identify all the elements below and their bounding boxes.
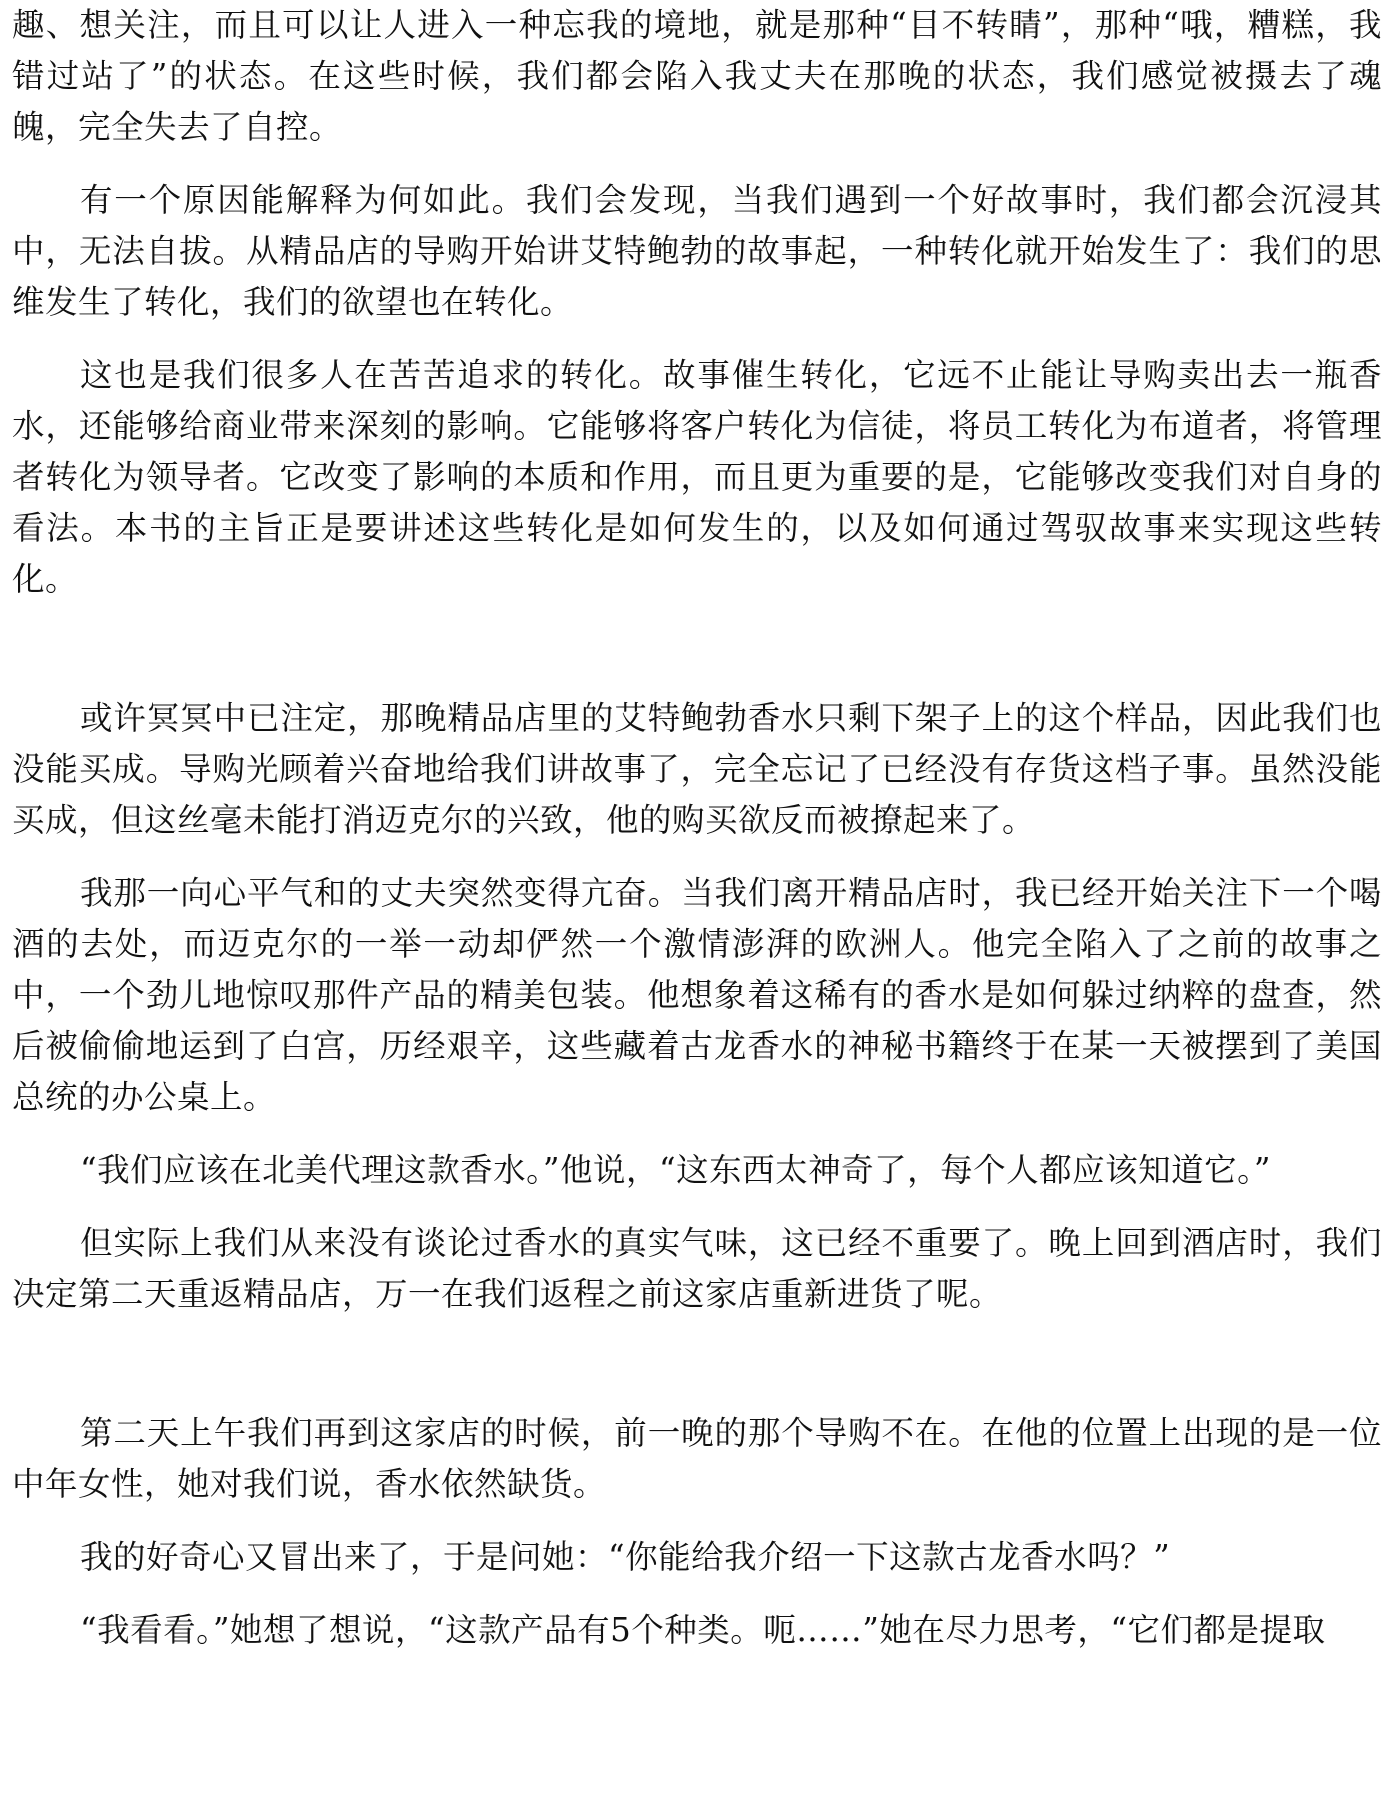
paragraph-spacer bbox=[12, 846, 1382, 868]
paragraph-spacer bbox=[12, 1123, 1382, 1145]
paragraph-spacer bbox=[12, 328, 1382, 350]
paragraph-6-dialogue: “我们应该在北美代理这款香水。”他说，“这东西太神奇了，每个人都应该知道它。” bbox=[80, 1151, 1271, 1189]
paragraph-9-dialogue: 我的好奇心又冒出来了，于是问她：“你能给我介绍一下这款古龙香水吗？” bbox=[80, 1538, 1171, 1576]
paragraph-10-dialogue: “我看看。”她想了想说，“这款产品有5个种类。呃……”她在尽力思考，“它们都是提取 bbox=[80, 1611, 1326, 1649]
paragraph-5: 我那一向心平气和的丈夫突然变得亢奋。当我们离开精品店时，我已经开始关注下一个喝酒的去处，而迈克尔的一举一动却俨然一个激情澎湃的欧洲人。他完全陷入了之前的故事之中，一个劲儿地惊叹那件产品的精美包装。他想象着这稀有的香水是如何躲过纳粹的盘查，然后被偷偷地运到了白宫，历经艰辛，这些藏着古龙香水的神秘书籍终于在某一天被摆到了美国总统的办公桌上。 bbox=[12, 874, 1382, 1116]
paragraph-spacer bbox=[12, 1196, 1382, 1218]
paragraph-spacer bbox=[12, 153, 1382, 175]
paragraph-2: 有一个原因能解释为何如此。我们会发现，当我们遇到一个好故事时，我们都会沉浸其中，无法自拔。从精品店的导购开始讲艾特鲍勃的故事起，一种转化就开始发生了：我们的思维发生了转化，我们的欲望也在转化。 bbox=[12, 181, 1382, 321]
paragraph-4: 或许冥冥中已注定，那晚精品店里的艾特鲍勃香水只剩下架子上的这个样品，因此我们也没能买成。导购光顾着兴奋地给我们讲故事了，完全忘记了已经没有存货这档子事。虽然没能买成，但这丝毫未能打消迈克尔的兴致，他的购买欲反而被撩起来了。 bbox=[12, 699, 1382, 839]
paragraph-3: 这也是我们很多人在苦苦追求的转化。故事催生转化，它远不止能让导购卖出去一瓶香水，还能够给商业带来深刻的影响。它能够将客户转化为信徒，将员工转化为布道者，将管理者转化为领导者。它改变了影响的本质和作用，而且更为重要的是，它能够改变我们对自身的看法。本书的主旨正是要讲述这些转化是如何发生的，以及如何通过驾驭故事来实现这些转化。 bbox=[12, 356, 1382, 598]
document-page bbox=[12, 0, 1382, 1656]
paragraph-7: 但实际上我们从来没有谈论过香水的真实气味，这已经不重要了。晚上回到酒店时，我们决定第二天重返精品店，万一在我们返程之前这家店重新进货了呢。 bbox=[12, 1224, 1382, 1313]
paragraph-spacer bbox=[12, 1510, 1382, 1532]
paragraph-8: 第二天上午我们再到这家店的时候，前一晚的那个导购不在。在他的位置上出现的是一位中年女性，她对我们说，香水依然缺货。 bbox=[12, 1414, 1382, 1503]
paragraph-1-continued: 趣、想关注，而且可以让人进入一种忘我的境地，就是那种“目不转睛”，那种“哦，糟糕，我错过站了”的状态。在这些时候，我们都会陷入我丈夫在那晚的状态，我们感觉被摄去了魂魄，完全失去了自控。 bbox=[12, 6, 1382, 146]
section-break bbox=[12, 605, 1382, 693]
section-break bbox=[12, 1320, 1382, 1408]
paragraph-spacer bbox=[12, 1583, 1382, 1605]
